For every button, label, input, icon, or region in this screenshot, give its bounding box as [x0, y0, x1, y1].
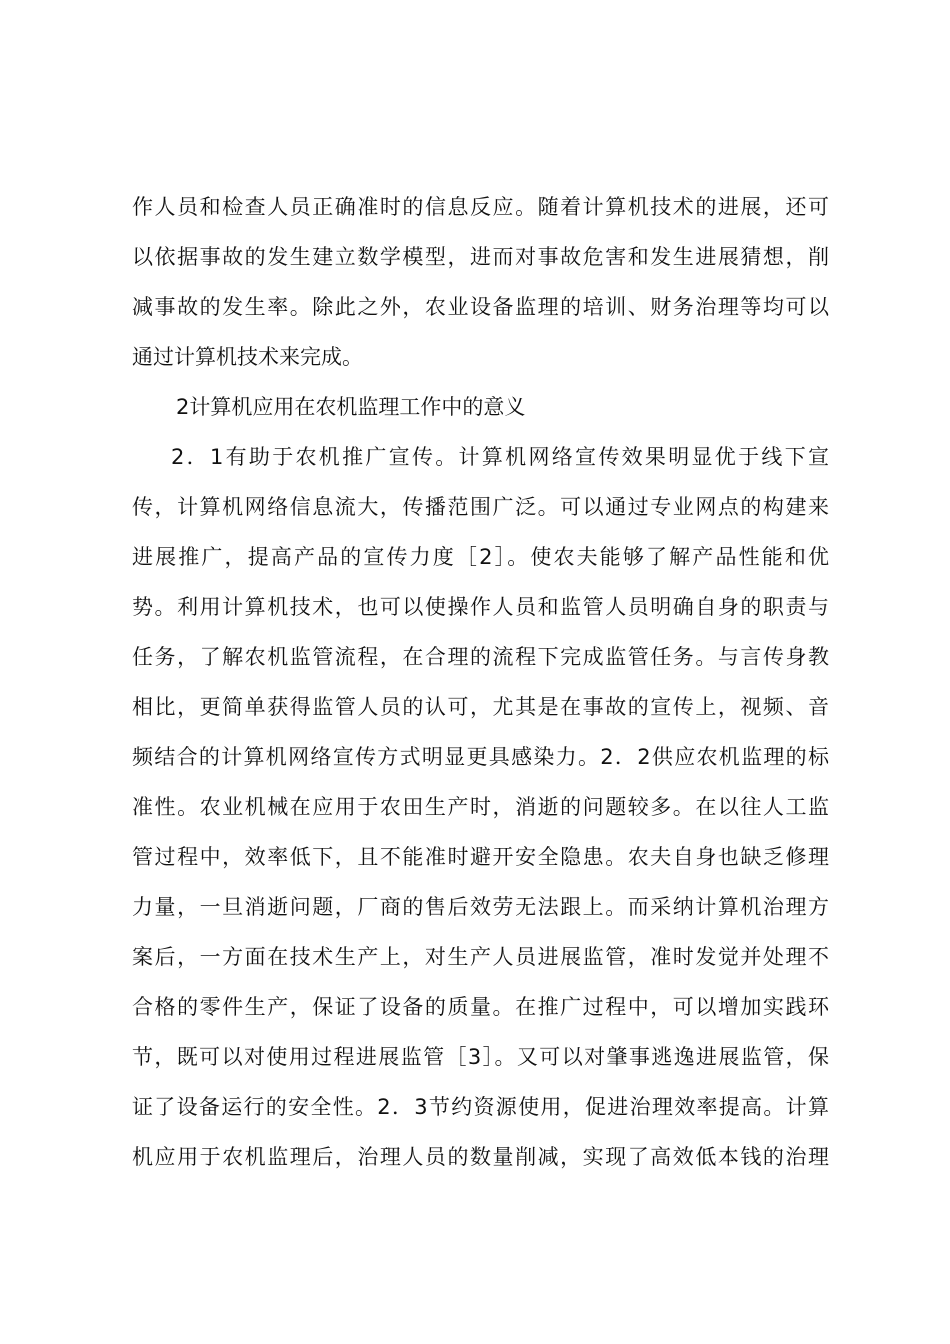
- paragraph-line-18: 证了设备运行的安全性。2．3节约资源使用，促进治理效率提高。计算: [132, 1095, 829, 1119]
- paragraph-line-17: 节，既可以对使用过程进展监管［3］。又可以对肇事逃逸进展监管，保: [132, 1045, 829, 1069]
- paragraph-line-6: 传，计算机网络信息流大，传播范围广泛。可以通过专业网点的构建来: [132, 495, 829, 519]
- paragraph-line-2: 以依据事故的发生建立数学模型，进而对事故危害和发生进展猜想，削: [132, 245, 829, 269]
- paragraph-line-15: 案后，一方面在技术生产上，对生产人员进展监管，准时发觉并处理不: [132, 945, 829, 969]
- paragraph-line-4: 通过计算机技术来完成。: [132, 345, 363, 369]
- paragraph-line-3: 减事故的发生率。除此之外，农业设备监理的培训、财务治理等均可以: [132, 295, 829, 319]
- section-heading: 2计算机应用在农机监理工作中的意义: [176, 395, 526, 419]
- paragraph-line-14: 力量，一旦消逝问题，厂商的售后效劳无法跟上。而采纳计算机治理方: [132, 895, 829, 919]
- paragraph-line-19: 机应用于农机监理后，治理人员的数量削减，实现了高效低本钱的治理: [132, 1145, 829, 1169]
- paragraph-line-7: 进展推广，提高产品的宣传力度［2］。使农夫能够了解产品性能和优: [132, 545, 829, 569]
- paragraph-line-12: 准性。农业机械在应用于农田生产时，消逝的问题较多。在以往人工监: [132, 795, 829, 819]
- paragraph-line-11: 频结合的计算机网络宣传方式明显更具感染力。2．2供应农机监理的标: [132, 745, 829, 769]
- paragraph-line-5: 2．1有助于农机推广宣传。计算机网络宣传效果明显优于线下宣: [171, 445, 829, 469]
- paragraph-line-8: 势。利用计算机技术，也可以使操作人员和监管人员明确自身的职责与: [132, 595, 829, 619]
- paragraph-line-9: 任务，了解农机监管流程，在合理的流程下完成监管任务。与言传身教: [132, 645, 829, 669]
- paragraph-line-13: 管过程中，效率低下，且不能准时避开安全隐患。农夫自身也缺乏修理: [132, 845, 829, 869]
- paragraph-line-1: 作人员和检查人员正确准时的信息反应。随着计算机技术的进展，还可: [132, 195, 829, 219]
- paragraph-line-16: 合格的零件生产，保证了设备的质量。在推广过程中，可以增加实践环: [132, 995, 829, 1019]
- paragraph-line-10: 相比，更简单获得监管人员的认可，尤其是在事故的宣传上，视频、音: [132, 695, 829, 719]
